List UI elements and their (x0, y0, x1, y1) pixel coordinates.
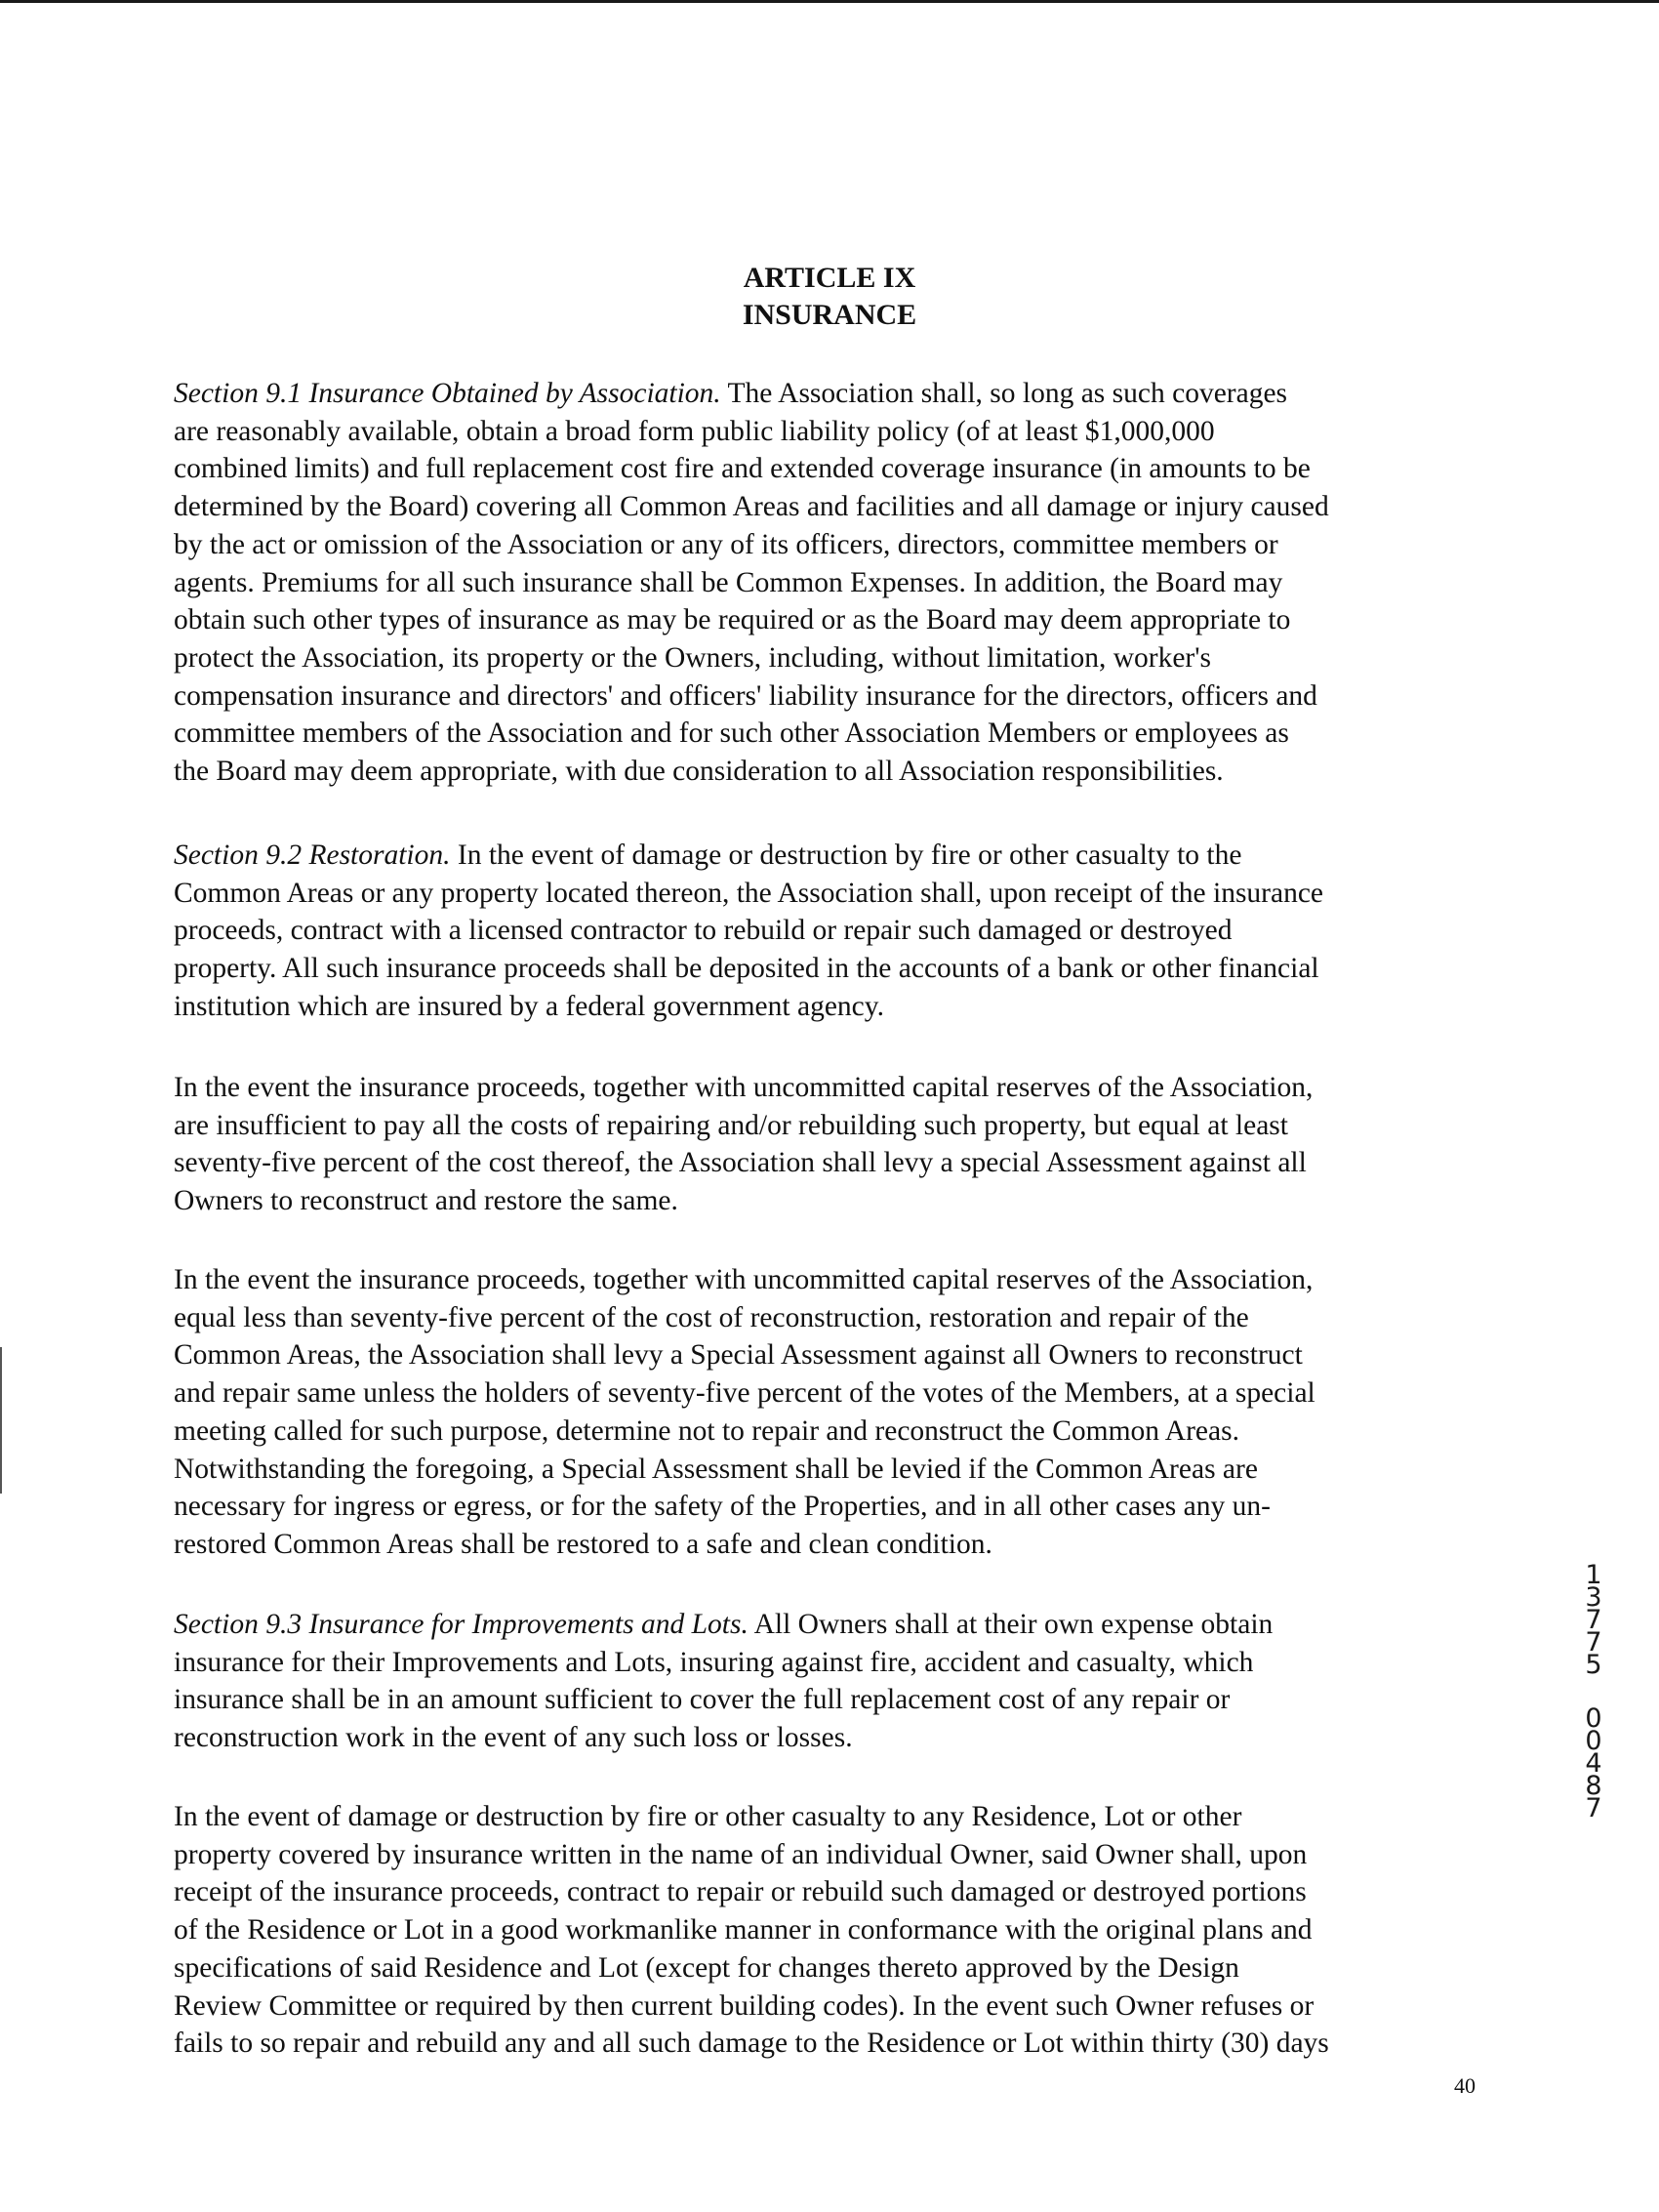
text-line: property. All such insurance proceeds shall be deposited in the accounts of a bank or other financial (174, 953, 1319, 985)
section-9-3-paragraph (174, 1606, 1486, 1757)
page-number: 40 (1454, 2073, 1476, 2098)
text-line: receipt of the insurance proceeds, contract to repair or rebuild such damaged or destroyed portions (174, 1876, 1307, 1908)
text-line: meeting called for such purpose, determine not to repair and reconstruct the Common Areas. (174, 1414, 1239, 1447)
section-9-1-paragraph (174, 375, 1486, 791)
stamp-digit: 7 (1585, 1793, 1602, 1823)
text-line: by the act or omission of the Association or any of its officers, directors, committee members or (174, 528, 1278, 560)
section-9-2-paragraph (174, 837, 1486, 1026)
text-line: committee members of the Association and for such other Association Members or employees as (174, 717, 1289, 750)
text-line: of the Residence or Lot in a good workmanlike manner in conformance with the original plans and (174, 1914, 1313, 1946)
stamp-digit: 7 (1585, 1627, 1602, 1658)
text-line: restored Common Areas shall be restored to a safe and clean condition. (174, 1528, 992, 1560)
text-line: determined by the Board) covering all Common Areas and facilities and all damage or injury caused (174, 491, 1329, 523)
text-line: protect the Association, its property or the Owners, including, without limitation, worker's (174, 641, 1212, 674)
stamp-digit: 3 (1585, 1582, 1602, 1613)
text-line: obtain such other types of insurance as may be required or as the Board may deem appropriate to (174, 604, 1291, 636)
text-line: and repair same unless the holders of seventy-five percent of the votes of the Members, at a special (174, 1377, 1315, 1410)
recording-stamp-number (1579, 1560, 1608, 1823)
text-line: proceeds, contract with a licensed contractor to rebuild or repair such damaged or destroyed (174, 915, 1233, 947)
text-line: In the event of damage or destruction by fire or other casualty to any Residence, Lot or other (174, 1801, 1242, 1832)
text-line: Section 9.2 Restoration. In the event of damage or destruction by fire or other casualty to the (174, 840, 1242, 871)
stamp-digit: 0 (1585, 1726, 1602, 1756)
text-line: seventy-five percent of the cost thereof, the Association shall levy a special Assessment against all (174, 1147, 1307, 1179)
text-line: In the event the insurance proceeds, together with uncommitted capital reserves of the Association, (174, 1072, 1314, 1103)
top-scan-edge (0, 0, 1659, 3)
section-heading: Section 9.2 Restoration. (174, 840, 451, 871)
text-line: equal less than seventy-five percent of the cost of reconstruction, restoration and repair of the (174, 1301, 1249, 1333)
stamp-digit: 4 (1585, 1748, 1602, 1779)
restoration-paragraph-2 (174, 1069, 1486, 1220)
section-heading: Section 9.1 Insurance Obtained by Association. (174, 378, 721, 409)
text-line: Review Committee or required by then current building codes). In the event such Owner refuses or (174, 1989, 1315, 2022)
text-line: are insufficient to pay all the costs of repairing and/or rebuilding such property, but equal at least (174, 1109, 1288, 1141)
text-line: insurance for their Improvements and Lots, insuring against fire, accident and casualty, which (174, 1646, 1254, 1678)
stamp-digit: 0 (1585, 1703, 1602, 1734)
article-heading (0, 260, 1659, 334)
stamp-digit: 8 (1585, 1771, 1602, 1801)
stamp-digit: 1 (1585, 1560, 1602, 1590)
text-line: reconstruction work in the event of any such loss or losses. (174, 1722, 853, 1754)
text-line: property covered by insurance written in the name of an individual Owner, said Owner shall, upon (174, 1838, 1308, 1870)
text-line: Section 9.1 Insurance Obtained by Association. The Association shall, so long as such coverages (174, 378, 1288, 409)
text-line: are reasonably available, obtain a broad form public liability policy (of at least $1,000,000 (174, 415, 1215, 447)
text-line: the Board may deem appropriate, with due consideration to all Association responsibilities. (174, 756, 1224, 788)
text-line: compensation insurance and directors' and officers' liability insurance for the directors, officers and (174, 679, 1317, 712)
text-line: insurance shall be in an amount sufficient to cover the full replacement cost of any repair or (174, 1684, 1231, 1716)
text-line: specifications of said Residence and Lot (except for changes thereto approved by the Design (174, 1951, 1239, 1984)
article-title: INSURANCE (742, 299, 917, 331)
stamp-digit: 7 (1585, 1605, 1602, 1635)
left-scan-mark (0, 1347, 2, 1494)
text-line: Common Areas or any property located thereon, the Association shall, upon receipt of the insurance (174, 877, 1324, 909)
text-line: Notwithstanding the foregoing, a Special Assessment shall be levied if the Common Areas are (174, 1453, 1258, 1485)
text-line: institution which are insured by a federal government agency. (174, 990, 884, 1022)
text-line: Section 9.3 Insurance for Improvements and Lots. All Owners shall at their own expense obtain (174, 1609, 1274, 1640)
text-line: fails to so repair and rebuild any and all such damage to the Residence or Lot within thirty (30) days (174, 2028, 1329, 2060)
section-heading: Section 9.3 Insurance for Improvements and Lots. (174, 1609, 749, 1640)
restoration-paragraph-3 (174, 1261, 1486, 1564)
text-line: Owners to reconstruct and restore the same. (174, 1185, 678, 1217)
owner-repair-paragraph (174, 1798, 1486, 2063)
text-line: agents. Premiums for all such insurance shall be Common Expenses. In addition, the Board may (174, 566, 1283, 598)
text-line: In the event the insurance proceeds, together with uncommitted capital reserves of the Association, (174, 1264, 1314, 1295)
text-line: Common Areas, the Association shall levy a Special Assessment against all Owners to reconstruct (174, 1339, 1303, 1372)
text-line: necessary for ingress or egress, or for the safety of the Properties, and in all other cases any un- (174, 1491, 1271, 1523)
stamp-digit: 5 (1585, 1650, 1602, 1680)
text-line: combined limits) and full replacement cost fire and extended coverage insurance (in amounts to be (174, 453, 1311, 485)
article-number: ARTICLE IX (743, 262, 916, 294)
